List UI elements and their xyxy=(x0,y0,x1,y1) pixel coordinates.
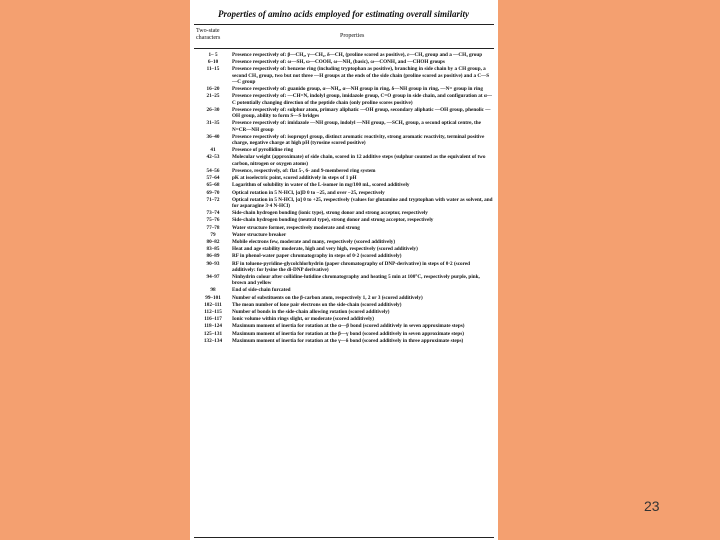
table-row xyxy=(194,154,494,167)
character-range: 36–40 xyxy=(206,133,220,140)
property-description: Side-chain hydrogen bonding (ionic type), strong donor and strong acceptor, respectively xyxy=(232,210,428,217)
character-range: 94–97 xyxy=(206,273,220,280)
property-description: Presence respectively of: —CH=N, indolyl group, imidazole group, C=O group in side chain, and configuration at α—C potentially changing direction of the peptide chain (only proline scores positive) xyxy=(232,93,492,106)
column-header-characters: Two-state characters xyxy=(196,28,221,41)
character-range: 86–89 xyxy=(206,253,220,260)
character-range: 75–76 xyxy=(206,217,220,224)
character-range: 41 xyxy=(210,147,216,154)
character-range: 112–115 xyxy=(204,309,222,316)
table-row xyxy=(194,295,494,301)
table-row xyxy=(194,246,494,252)
character-range: 83–85 xyxy=(206,246,220,253)
table-row xyxy=(194,66,494,85)
character-range: 125–131 xyxy=(203,330,223,337)
property-description: Ionic volume within rings slight, or moderate (scored additively) xyxy=(232,316,375,323)
property-description: Number of bonds in the side-chain allowing rotation (scored additively) xyxy=(232,309,390,316)
property-description: The mean number of lone pair electrons on the side-chain (scored additively) xyxy=(232,301,402,308)
property-description: Ninhydrin colour after collidine-lutidine chromatography and heating 5 min at 100°C, respectively purple, pink, brown and yellow xyxy=(232,273,480,287)
table-row xyxy=(194,338,494,344)
column-header-properties: Properties xyxy=(340,33,365,39)
table-row xyxy=(194,239,494,245)
character-range: 90–93 xyxy=(206,260,220,267)
property-description: RF in toluene-pyridine-glycolchlorhydrin (paper chromatography of DNP-derivative) in steps of 0·2 (scored additively: for lysine the di-DNP derivative) xyxy=(232,260,470,273)
character-range: 102–111 xyxy=(204,301,222,308)
character-range: 6–10 xyxy=(207,59,219,66)
character-range: 1– 5 xyxy=(208,52,218,58)
property-description: Logarithm of solubility in water of the L-isomer in mg/100 ml., scored additively xyxy=(232,182,410,189)
header-rule xyxy=(194,48,494,49)
character-range: 26–30 xyxy=(206,106,220,113)
character-range: 11–15 xyxy=(206,66,220,73)
property-description: End of side-chain furcated xyxy=(232,287,291,294)
character-range: 31–35 xyxy=(206,120,220,127)
property-description: Heat and age stability moderate, high and very high, respectively (scored additively) xyxy=(232,246,418,253)
property-description: Optical rotation in 5 N-HCl, [α] 0 to +25, respectively (values for glutamine and tryptophan with water as solvent, and for asparagine 3·4 N-HCl) xyxy=(232,196,493,209)
table-row xyxy=(194,331,494,337)
character-range: 21–25 xyxy=(206,93,220,100)
table-row xyxy=(194,316,494,322)
table-row xyxy=(194,274,494,287)
character-range: 57–64 xyxy=(206,175,220,182)
property-description: Mobile electrons few, moderate and many, respectively (scored additively) xyxy=(232,238,396,245)
character-range: 79 xyxy=(210,231,216,238)
property-description: Presence respectively of: imidazole —NH group, indolyl —NH group, —SCH₃ group, a second optical centre, the N=CR—NH group xyxy=(232,120,481,133)
table-row xyxy=(194,93,494,106)
character-range: 16–20 xyxy=(206,86,220,93)
character-range: 99–101 xyxy=(205,294,221,301)
property-description: Maximum moment of inertia for rotation at the β—γ bond (scored additively in seven approximate steps) xyxy=(232,330,465,337)
table-row xyxy=(194,107,494,120)
table-row xyxy=(194,190,494,196)
table-row xyxy=(194,217,494,223)
table-title: Properties of amino acids employed for estimating overall similarity xyxy=(218,9,469,19)
property-description: Optical rotation in 5 N-HCl, [α]D 0 to −25, and over −25, respectively xyxy=(232,189,385,196)
property-description: Molecular weight (approximate) of side chain, scored in 12 additive steps (sulphur counted as the equivalent of two carbon, nitrogen or oxygen atoms) xyxy=(232,154,486,167)
character-range: 54–56 xyxy=(206,167,220,174)
property-description: Maximum moment of inertia for rotation at the α—β bond (scored additively in seven approximate steps) xyxy=(232,323,465,330)
property-description: Presence respectively of: β—CH₂, γ—CH₂, δ—CH₂ (proline scored as positive), ε—CH₂ group and a —CH₃ group xyxy=(232,52,483,58)
character-range: 116–117 xyxy=(204,316,222,323)
property-description: Presence respectively of: guanido group, α—NH₂, α—NH group in ring, δ—NH group in ring, —N= group in ring xyxy=(232,86,483,93)
table-row xyxy=(194,86,494,92)
bottom-rule xyxy=(194,537,494,538)
table-row xyxy=(194,175,494,181)
property-description: Maximum moment of inertia for rotation at the γ—δ bond (scored additively in three approximate steps) xyxy=(232,337,464,344)
table-row xyxy=(194,120,494,133)
property-description: Side-chain hydrogen bonding (neutral type), strong donor and strong acceptor, respectively xyxy=(232,217,434,224)
character-range: 73–74 xyxy=(206,210,220,217)
property-description: Presence respectively of: isopropyl group, distinct aromatic reactivity, strong aromatic reactivity, terminal positive charge, negative charge at high pH (tyrosine scored positive) xyxy=(232,133,485,147)
table-row xyxy=(194,309,494,315)
property-description: Presence respectively of: benzene ring (including tryptophan as positive), branching in side chain by a CH group, a second CH₃ group, two but not three —H groups at the ends of the side chain (proline scored as positive) and a C—S—C group xyxy=(232,66,490,85)
character-range: 42–53 xyxy=(206,154,220,161)
property-description: pK at isoelectric point, scored additively in steps of 1 pH xyxy=(232,175,357,182)
property-description: RF in phenol-water paper chromatography in steps of 0·2 (scored additively) xyxy=(232,253,402,260)
top-rule xyxy=(194,24,494,25)
document-page xyxy=(190,0,498,540)
table-row xyxy=(194,147,494,153)
table-row xyxy=(194,287,494,293)
table-body xyxy=(194,52,494,345)
property-description: Presence, respectively, of: flat 5-, 6- and 9-membered ring system xyxy=(232,167,376,174)
table-row xyxy=(194,225,494,231)
table-row xyxy=(194,197,494,210)
property-description: Presence respectively of: sulphur atom, primary aliphatic —OH group, secondary aliphatic —OH group, phenolic —OH group, ability to form S—S bridges xyxy=(232,106,491,120)
property-description: Number of substituents on the β-carbon atom, respectively 1, 2 or 3 (scored additively) xyxy=(232,294,423,301)
table-row xyxy=(194,134,494,147)
property-description: Water structure breaker xyxy=(232,231,287,238)
table-row xyxy=(194,302,494,308)
slide-page-number: 23 xyxy=(644,498,660,514)
property-description: Presence of pyrollidine ring xyxy=(232,147,294,154)
property-description: Water structure former, respectively moderate and strong xyxy=(232,224,360,231)
table-row xyxy=(194,253,494,259)
character-range: 69–70 xyxy=(206,189,220,196)
character-range: 98 xyxy=(210,287,216,294)
table-row xyxy=(194,232,494,238)
table-row xyxy=(194,168,494,174)
character-range: 65–68 xyxy=(206,182,220,189)
table-row xyxy=(194,182,494,188)
character-range: 132–134 xyxy=(203,337,223,344)
character-range: 118–124 xyxy=(204,323,222,330)
character-range: 71–72 xyxy=(206,196,220,203)
character-range: 77–78 xyxy=(206,224,220,231)
table-row xyxy=(194,52,494,58)
table-row xyxy=(194,59,494,65)
table-row xyxy=(194,210,494,216)
character-range: 80–82 xyxy=(206,238,220,245)
property-description: Presence respectively of: ω—SH, ω—COOH, ω—NH₂ (basic), ω—CONH₂ and —CHOH groups xyxy=(232,59,445,66)
table-row xyxy=(194,323,494,329)
table-row xyxy=(194,261,494,274)
